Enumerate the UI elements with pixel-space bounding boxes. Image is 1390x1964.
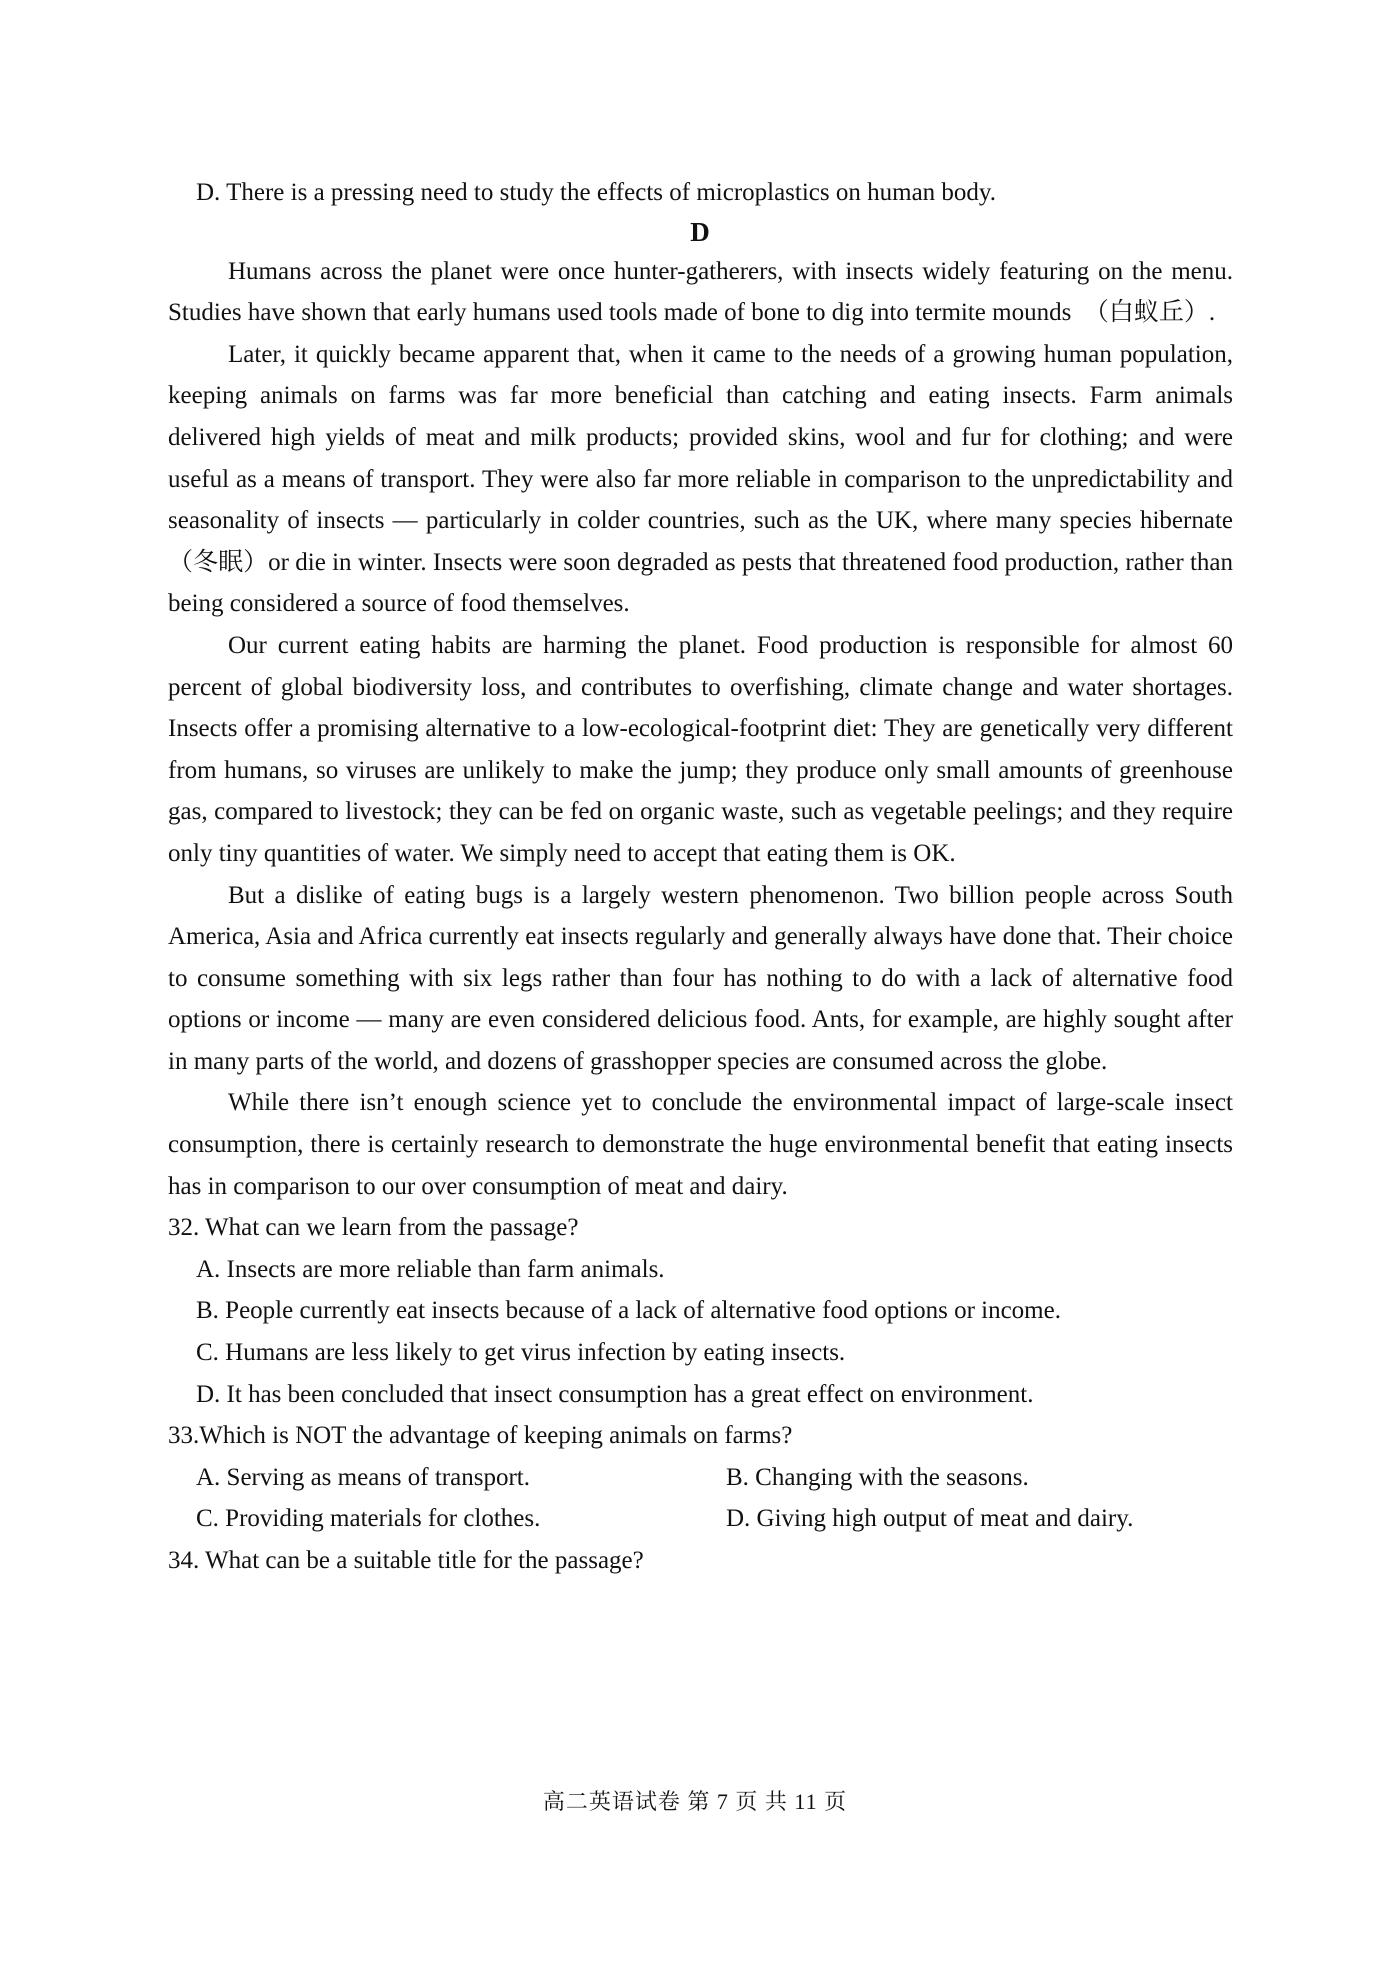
question-32 — [168, 1207, 1233, 1415]
passage-paragraph-5: While there isn’t enough science yet to conclude the environmental impact of large-scale insect consumption, there is certainly research to demonstrate the huge environmental benefit that eating insects has in comparison to our over consumption of meat and dairy. — [168, 1089, 1233, 1200]
question-32-option-c: C. Humans are less likely to get virus infection by eating insects. — [196, 1339, 846, 1367]
question-33-options-row-2 — [168, 1498, 1233, 1540]
question-32-option-a: A. Insects are more reliable than farm animals. — [196, 1255, 665, 1283]
question-33 — [168, 1415, 1233, 1540]
question-32-option-d: D. It has been concluded that insect consumption has a great effect on environment. — [196, 1380, 1034, 1408]
question-33-option-c: C. Providing materials for clothes. — [196, 1505, 541, 1533]
section-heading: D — [690, 216, 711, 247]
question-33-option-a: A. Serving as means of transport. — [196, 1463, 530, 1491]
question-34-stem: 34. What can be a suitable title for the passage? — [168, 1547, 644, 1574]
question-33-option-b: B. Changing with the seasons. — [726, 1463, 1029, 1491]
question-33-stem: 33.Which is NOT the advantage of keeping animals on farms? — [168, 1422, 793, 1450]
passage-paragraph-1: Humans across the planet were once hunter-gatherers, with insects widely featuring on the menu. Studies have shown that early humans used tools made of bone to dig into termite mounds （白蚁丘）. — [168, 257, 1233, 327]
passage-paragraph-4: But a dislike of eating bugs is a largely western phenomenon. Two billion people across South America, Asia and Africa currently eat insects regularly and generally always have done that. Their choice to consume something with six legs rather than four has nothing to do with a lack of alternative food options or income — many are even considered delicious food. Ants, for example, are highly sought after in many parts of the world, and dozens of grasshopper species are consumed across the globe. — [168, 881, 1233, 1075]
question-33-options-row-1 — [168, 1457, 1233, 1499]
passage — [168, 251, 1233, 1208]
page-footer: 高二英语试卷 第 7 页 共 11 页 — [542, 1789, 848, 1814]
exam-page-body — [168, 172, 1233, 1582]
question-33-option-d: D. Giving high output of meat and dairy. — [726, 1505, 1134, 1533]
previous-question-option-d: D. There is a pressing need to study the effects of microplastics on human body. — [196, 179, 997, 206]
passage-paragraph-2: Later, it quickly became apparent that, when it came to the needs of a growing human population, keeping animals on farms was far more beneficial than catching and eating insects. Farm animals delivered high yields of meat and milk products; provided skins, wool and fur for clothing; and were useful as a means of transport. They were also far more reliable in comparison to the unpredictability and seasonality of insects — particularly in colder countries, such as the UK, where many species hibernate（冬眠）or die in winter. Insects were soon degraded as pests that threatened food production, rather than being considered a source of food themselves. — [168, 340, 1233, 618]
passage-paragraph-3: Our current eating habits are harming the planet. Food production is responsible for almost 60 percent of global biodiversity loss, and contributes to overfishing, climate change and water shortages. Insects offer a promising alternative to a low-ecological-footprint diet: They are genetically very different from humans, so viruses are unlikely to make the jump; they produce only small amounts of greenhouse gas, compared to livestock; they can be fed on organic waste, such as vegetable peelings; and they require only tiny quantities of water. We simply need to accept that eating them is OK. — [168, 631, 1233, 867]
question-34 — [168, 1540, 1233, 1582]
question-32-stem: 32. What can we learn from the passage? — [168, 1214, 579, 1242]
question-32-option-b: B. People currently eat insects because of a lack of alternative food options or income. — [196, 1297, 1061, 1325]
